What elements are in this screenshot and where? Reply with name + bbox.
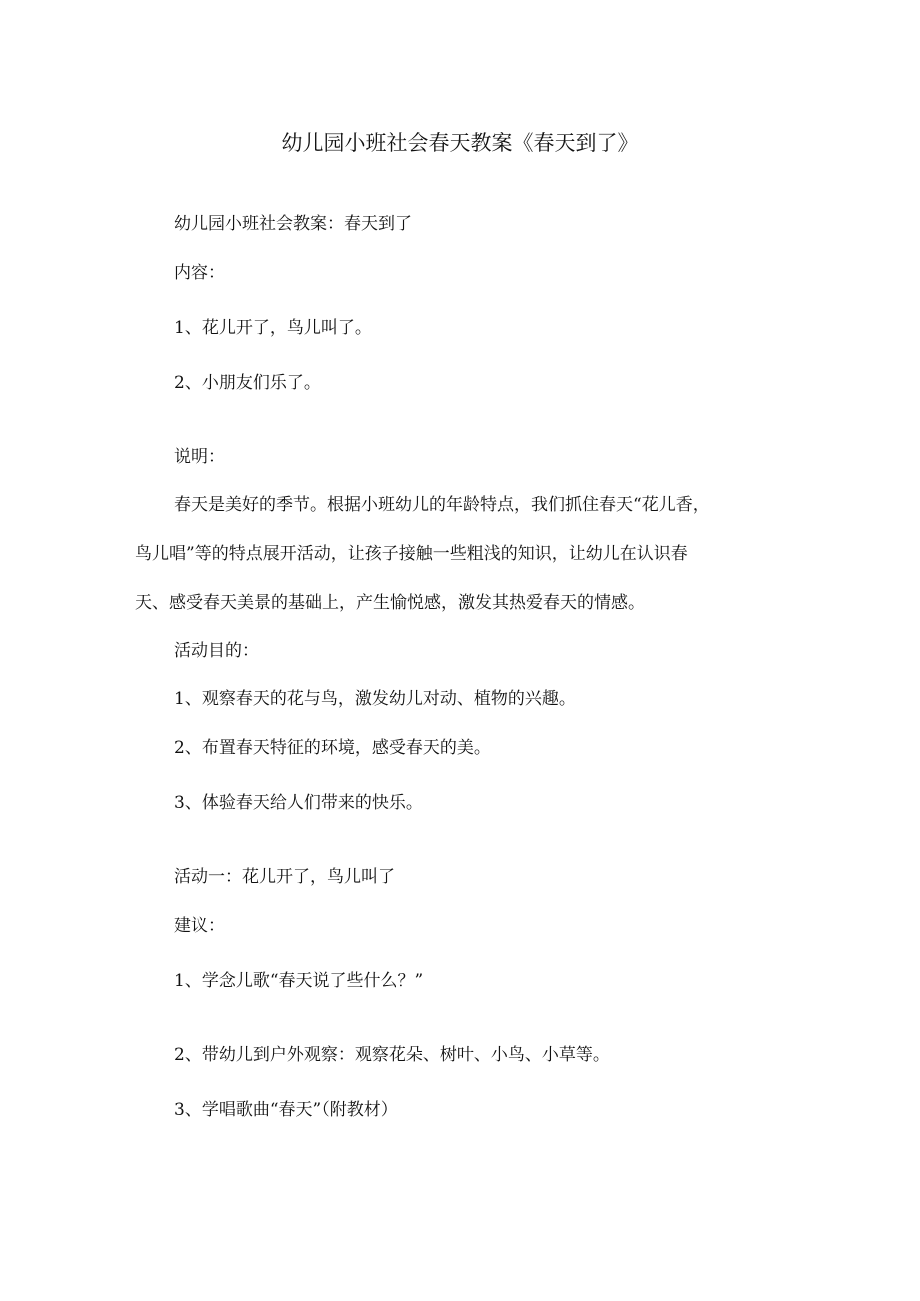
suggestion-item-1: 1、学念儿歌“春天说了些什么？” <box>174 971 424 991</box>
suggestion-item-2: 2、带幼儿到户外观察：观察花朵、树叶、小鸟、小草等。 <box>174 1045 610 1065</box>
goal-item-1: 1、观察春天的花与鸟，激发幼儿对动、植物的兴趣。 <box>174 689 576 709</box>
section-heading-suggestions: 建议： <box>174 916 225 936</box>
section-heading-description: 说明： <box>174 447 225 467</box>
content-item-2: 2、小朋友们乐了。 <box>174 373 321 393</box>
content-item-1: 1、花儿开了，鸟儿叫了。 <box>174 318 372 338</box>
activity-one-heading: 活动一：花儿开了，鸟儿叫了 <box>174 867 395 887</box>
description-line-1: 春天是美好的季节。根据小班幼儿的年龄特点，我们抓住春天“花儿香， <box>174 495 710 515</box>
section-heading-content: 内容： <box>174 263 225 283</box>
subtitle-line: 幼儿园小班社会教案：春天到了 <box>174 214 412 234</box>
description-line-3: 天、感受春天美景的基础上，产生愉悦感，激发其热爱春天的情感。 <box>135 593 645 613</box>
description-line-2: 鸟儿唱”等的特点展开活动，让孩子接触一些粗浅的知识，让幼儿在认识春 <box>135 544 688 564</box>
section-heading-goals: 活动目的： <box>174 641 259 661</box>
suggestion-item-3: 3、学唱歌曲“春天”（附教材） <box>174 1100 398 1120</box>
document-title: 幼儿园小班社会春天教案《春天到了》 <box>281 131 639 155</box>
goal-item-2: 2、布置春天特征的环境，感受春天的美。 <box>174 738 491 758</box>
goal-item-3: 3、体验春天给人们带来的快乐。 <box>174 793 423 813</box>
